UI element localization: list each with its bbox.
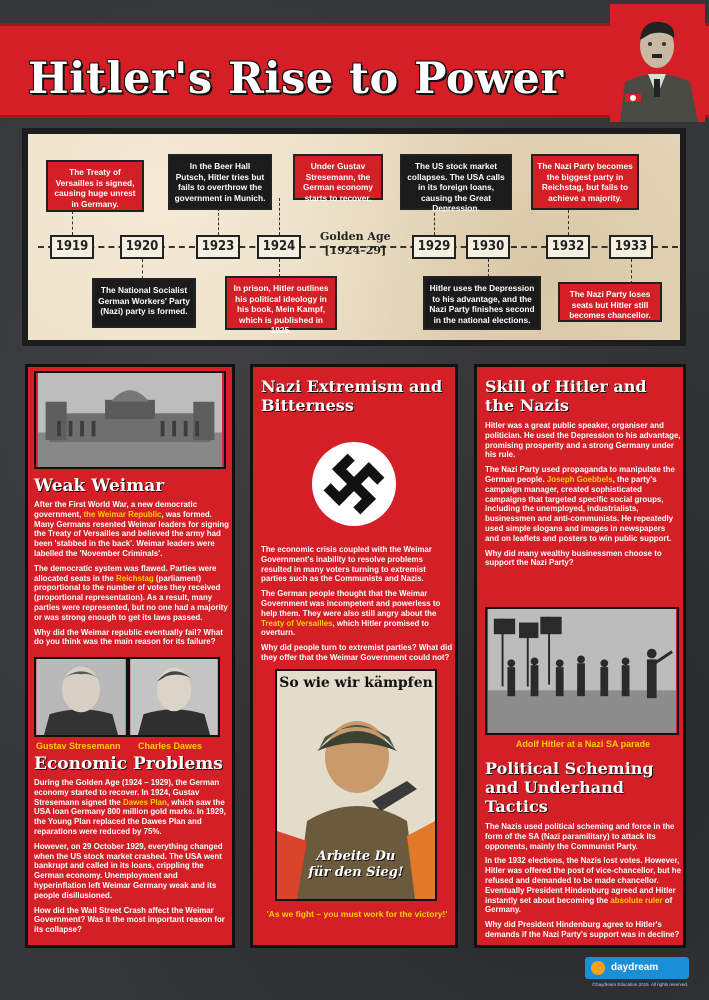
- text: The democratic system was flawed. Parties were allocated seats in the: [34, 563, 217, 583]
- poster-top-text: So wie wir kämpfen: [279, 675, 433, 691]
- event-1929: The US stock market collapses. The USA calls in its foreign loans, causing the Great Depression.: [400, 154, 512, 210]
- text: of Germany.: [485, 895, 673, 915]
- poster-bottom-text: [277, 849, 435, 881]
- event-1923: In the Beer Hall Putsch, Hitler tries but fails to overthrow the government in Munich.: [168, 154, 272, 210]
- year-1924: 1924: [257, 235, 301, 259]
- highlight-reichstag: Reichstag: [116, 573, 154, 583]
- panel-skill-scheming: [474, 364, 686, 948]
- year-1932: 1932: [546, 235, 590, 259]
- text: The Nazi Party used propaganda to manipulate the German people.: [485, 465, 675, 484]
- highlight-treaty: Treaty of Versailles: [261, 618, 333, 628]
- connector: [488, 259, 489, 277]
- extremism-title: Nazi Extremism and Bitterness: [261, 377, 443, 415]
- event-1933: The Nazi Party loses seats but Hitler still becomes chancellor.: [558, 282, 662, 322]
- text: The German people thought that the Weimar Government was incompetent and powerless to help them. They were also still angry about the: [261, 589, 441, 618]
- year-1920: 1920: [120, 235, 164, 259]
- stresemann-photo: [34, 657, 128, 737]
- skill-question: Why did many wealthy businessmen choose to support the Nazi Party?: [485, 548, 662, 568]
- text: (parliament) proportional to the number of votes they received (proportional representation). As a result, many parties were represented, but no one had a majority or was strong enough to get its laws passed.: [34, 573, 228, 622]
- connector: [279, 259, 280, 277]
- panel-weimar-economy: [25, 364, 235, 948]
- scheming-question: Why did President Hindenburg agree to Hitler's demands if the Nazi Party's support was in decline?: [485, 920, 680, 939]
- text: During the Golden Age (1924 – 1929), the German economy started to recover. In 1924, Gustav Stresemann signed the: [34, 778, 220, 807]
- year-1929: 1929: [412, 235, 456, 259]
- caption-dawes: Charles Dawes: [138, 741, 203, 751]
- year-1933: 1933: [609, 235, 653, 259]
- golden-age-title: Golden Age: [320, 230, 391, 243]
- text: After the First World War, a new democratic government,: [34, 500, 198, 519]
- economic-paragraph-2: However, on 29 October 1929, everything changed when the US stock market crashed. The USA went bankrupt and called in its loans, crippling the German economy. Unemployment and hyperinflation left Weimar Germany weak and its people disillusioned.: [34, 841, 223, 900]
- connector: [218, 208, 219, 235]
- text: , which Hitler promised to overturn.: [261, 618, 429, 638]
- skill-title: Skill of Hitler and the Nazis: [485, 377, 647, 415]
- hitler-portrait-image: [610, 4, 705, 122]
- text: , the party's campaign manager, created sophisticated campaigns that targeted specific social groups, including the unemployed, industrialists, businessmen and anti-communists. He repeatedly used simple slogans and images in newspapers and on leaflets and posters to win public support.: [485, 474, 674, 543]
- year-1923: 1923: [196, 235, 240, 259]
- logo-sun-icon: [591, 961, 605, 975]
- copyright: ©Daydream Education 2015. All rights reserved.: [592, 982, 689, 987]
- highlight-goebbels: Joseph Goebbels: [546, 474, 613, 484]
- event-1932: The Nazi Party becomes the biggest party in Reichstag, but fails to achieve a majority.: [531, 154, 639, 210]
- golden-age-range: [1924–29]: [324, 244, 387, 257]
- weak-weimar-title: Weak Weimar: [34, 476, 165, 496]
- highlight-weimar-republic: the Weimar Republic: [83, 509, 162, 519]
- event-1919: The Treaty of Versailles is signed, causing huge unrest in Germany.: [46, 160, 144, 212]
- dawes-photo: [128, 657, 220, 737]
- page-title: Hitler's Rise to Power: [28, 54, 564, 104]
- text: , which saw the USA loan Germany 800 million gold marks. In 1929, the Young Plan replaced the Dawes Plan and reparations were reduced by 75%.: [34, 797, 226, 836]
- weak-weimar-paragraph-2: [34, 564, 230, 623]
- event-1924-top: Under Gustav Stresemann, the German economy starts to recover.: [293, 154, 383, 200]
- connector: [568, 210, 569, 235]
- highlight-absolute-ruler: absolute ruler: [610, 895, 663, 905]
- text: In the 1932 elections, the Nazis lost votes. However, Hitler was offered the post of vice-chancellor, but he refused and demanded to be made chancellor. Eventually President Hindenburg agreed and Hitler instantly set about becoming the: [485, 856, 681, 905]
- propaganda-poster: [275, 669, 437, 901]
- poster-bottom-line-2: für den Sieg!: [308, 865, 404, 880]
- event-1930: Hitler uses the Depression to his advantage, and the Nazi Party finishes second in the national elections.: [423, 276, 541, 330]
- scheming-paragraph-2: [485, 856, 681, 915]
- skill-paragraph-1: Hitler was a great public speaker, organiser and politician. He used the Depression to his advantage, promising prosperity and a strong Germany under his rule.: [485, 421, 681, 460]
- caption-stresemann: Gustav Stresemann: [36, 741, 121, 751]
- weak-weimar-paragraph-1: [34, 500, 230, 559]
- extremism-paragraph-1: The economic crisis coupled with the Weimar Government's inability to resolve problems resulted in many voters turning to extremist parties such as the Communists and Nazis.: [261, 545, 432, 584]
- event-1924-bottom: In prison, Hitler outlines his political ideology in his book, Mein Kampf, which is published in 1925.: [225, 276, 337, 330]
- skill-paragraph-2: [485, 465, 681, 543]
- title-banner: [0, 23, 709, 118]
- timeline: [22, 128, 686, 346]
- poster-caption: 'As we fight – you must work for the victory!': [266, 909, 448, 919]
- sa-parade-photo: [485, 607, 679, 735]
- parade-caption: Adolf Hitler at a Nazi SA parade: [515, 739, 651, 749]
- extremism-question: Why did people turn to extremist parties? What did they offer that the Weimar Government could not?: [261, 643, 453, 662]
- highlight-dawes-plan: Dawes Plan: [123, 797, 167, 807]
- year-1930: 1930: [466, 235, 510, 259]
- logo-text: daydream: [611, 962, 659, 973]
- weak-weimar-question: Why did the Weimar republic eventually fail? What do you think was the main reason for its failure?: [34, 627, 223, 647]
- connector: [631, 259, 632, 284]
- connector: [72, 211, 73, 235]
- economic-question: How did the Wall Street Crash affect the Weimar Government? Was it the most important reason for its collapse?: [34, 905, 225, 935]
- golden-age-label: [320, 230, 391, 258]
- reichstag-photo: [34, 371, 226, 469]
- scheming-paragraph-1: The Nazis used political scheming and force in the form of the SA (Nazi paramilitary) to attack its opponents, mainly the Communist Party.: [485, 822, 675, 851]
- extremism-paragraph-2: [261, 589, 453, 638]
- panel-extremism: [250, 364, 458, 948]
- connector: [279, 198, 280, 235]
- poster-bottom-line-1: Arbeite Du: [316, 849, 396, 864]
- event-1920: The National Socialist German Workers' Party (Nazi) party is formed.: [92, 278, 196, 328]
- text: , was formed. Many Germans resented Weimar leaders for signing the Treaty of Versailles and believed the army had been 'stabbed in the back'. Weimar leaders were labelled the 'November Criminals'.: [34, 509, 229, 558]
- economic-paragraph-1: [34, 778, 230, 837]
- connector: [142, 259, 143, 279]
- economic-problems-title: Economic Problems: [34, 754, 223, 774]
- daydream-logo: [585, 957, 689, 979]
- swastika-emblem-icon: [311, 441, 397, 527]
- year-1919: 1919: [50, 235, 94, 259]
- scheming-title: Political Scheming and Underhand Tactics: [485, 759, 654, 816]
